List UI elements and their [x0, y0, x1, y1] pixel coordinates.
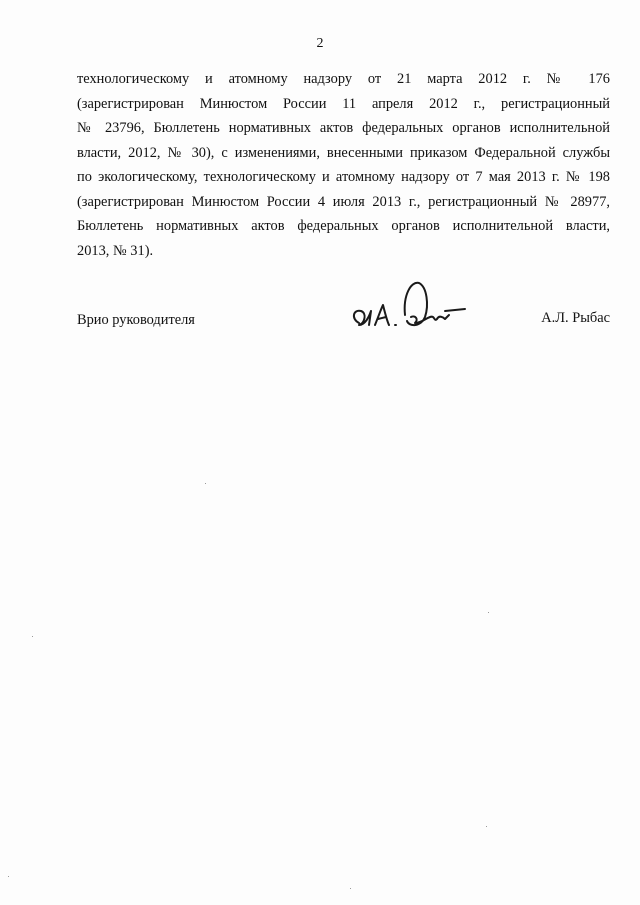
text-line: власти, 2012, № 30), с изменениями, внесенными приказом Федеральной службы — [77, 144, 610, 161]
scan-speck — [488, 612, 489, 613]
scan-speck — [8, 876, 9, 877]
text-line: (зарегистрирован Минюстом России 11 апреля 2012 г., регистрационный — [77, 95, 610, 112]
scan-speck — [205, 483, 206, 484]
signatory-position: Врио руководителя — [77, 312, 195, 328]
text-line: технологическому и атомному надзору от 21 марта 2012 г. № 176 — [77, 71, 610, 87]
text-line: (зарегистрирован Минюстом России 4 июля 2013 г., регистрационный № 28977, — [77, 193, 610, 210]
signature-block — [77, 310, 610, 340]
text-line: 2013, № 31). — [77, 242, 154, 259]
scan-speck — [32, 636, 33, 637]
signatory-name: А.Л. Рыбас — [541, 310, 610, 326]
text-line: № 23796, Бюллетень нормативных актов федеральных органов исполнительной — [77, 120, 610, 136]
scan-speck — [486, 826, 487, 827]
text-line: Бюллетень нормативных актов федеральных органов исполнительной власти, — [77, 218, 610, 234]
text-line: по экологическому, технологическому и атомному надзору от 7 мая 2013 г. № 198 — [77, 169, 610, 185]
scan-speck — [350, 888, 351, 889]
handwritten-signature — [345, 275, 475, 335]
page-number: 2 — [316, 36, 324, 51]
body-paragraph — [77, 67, 610, 263]
